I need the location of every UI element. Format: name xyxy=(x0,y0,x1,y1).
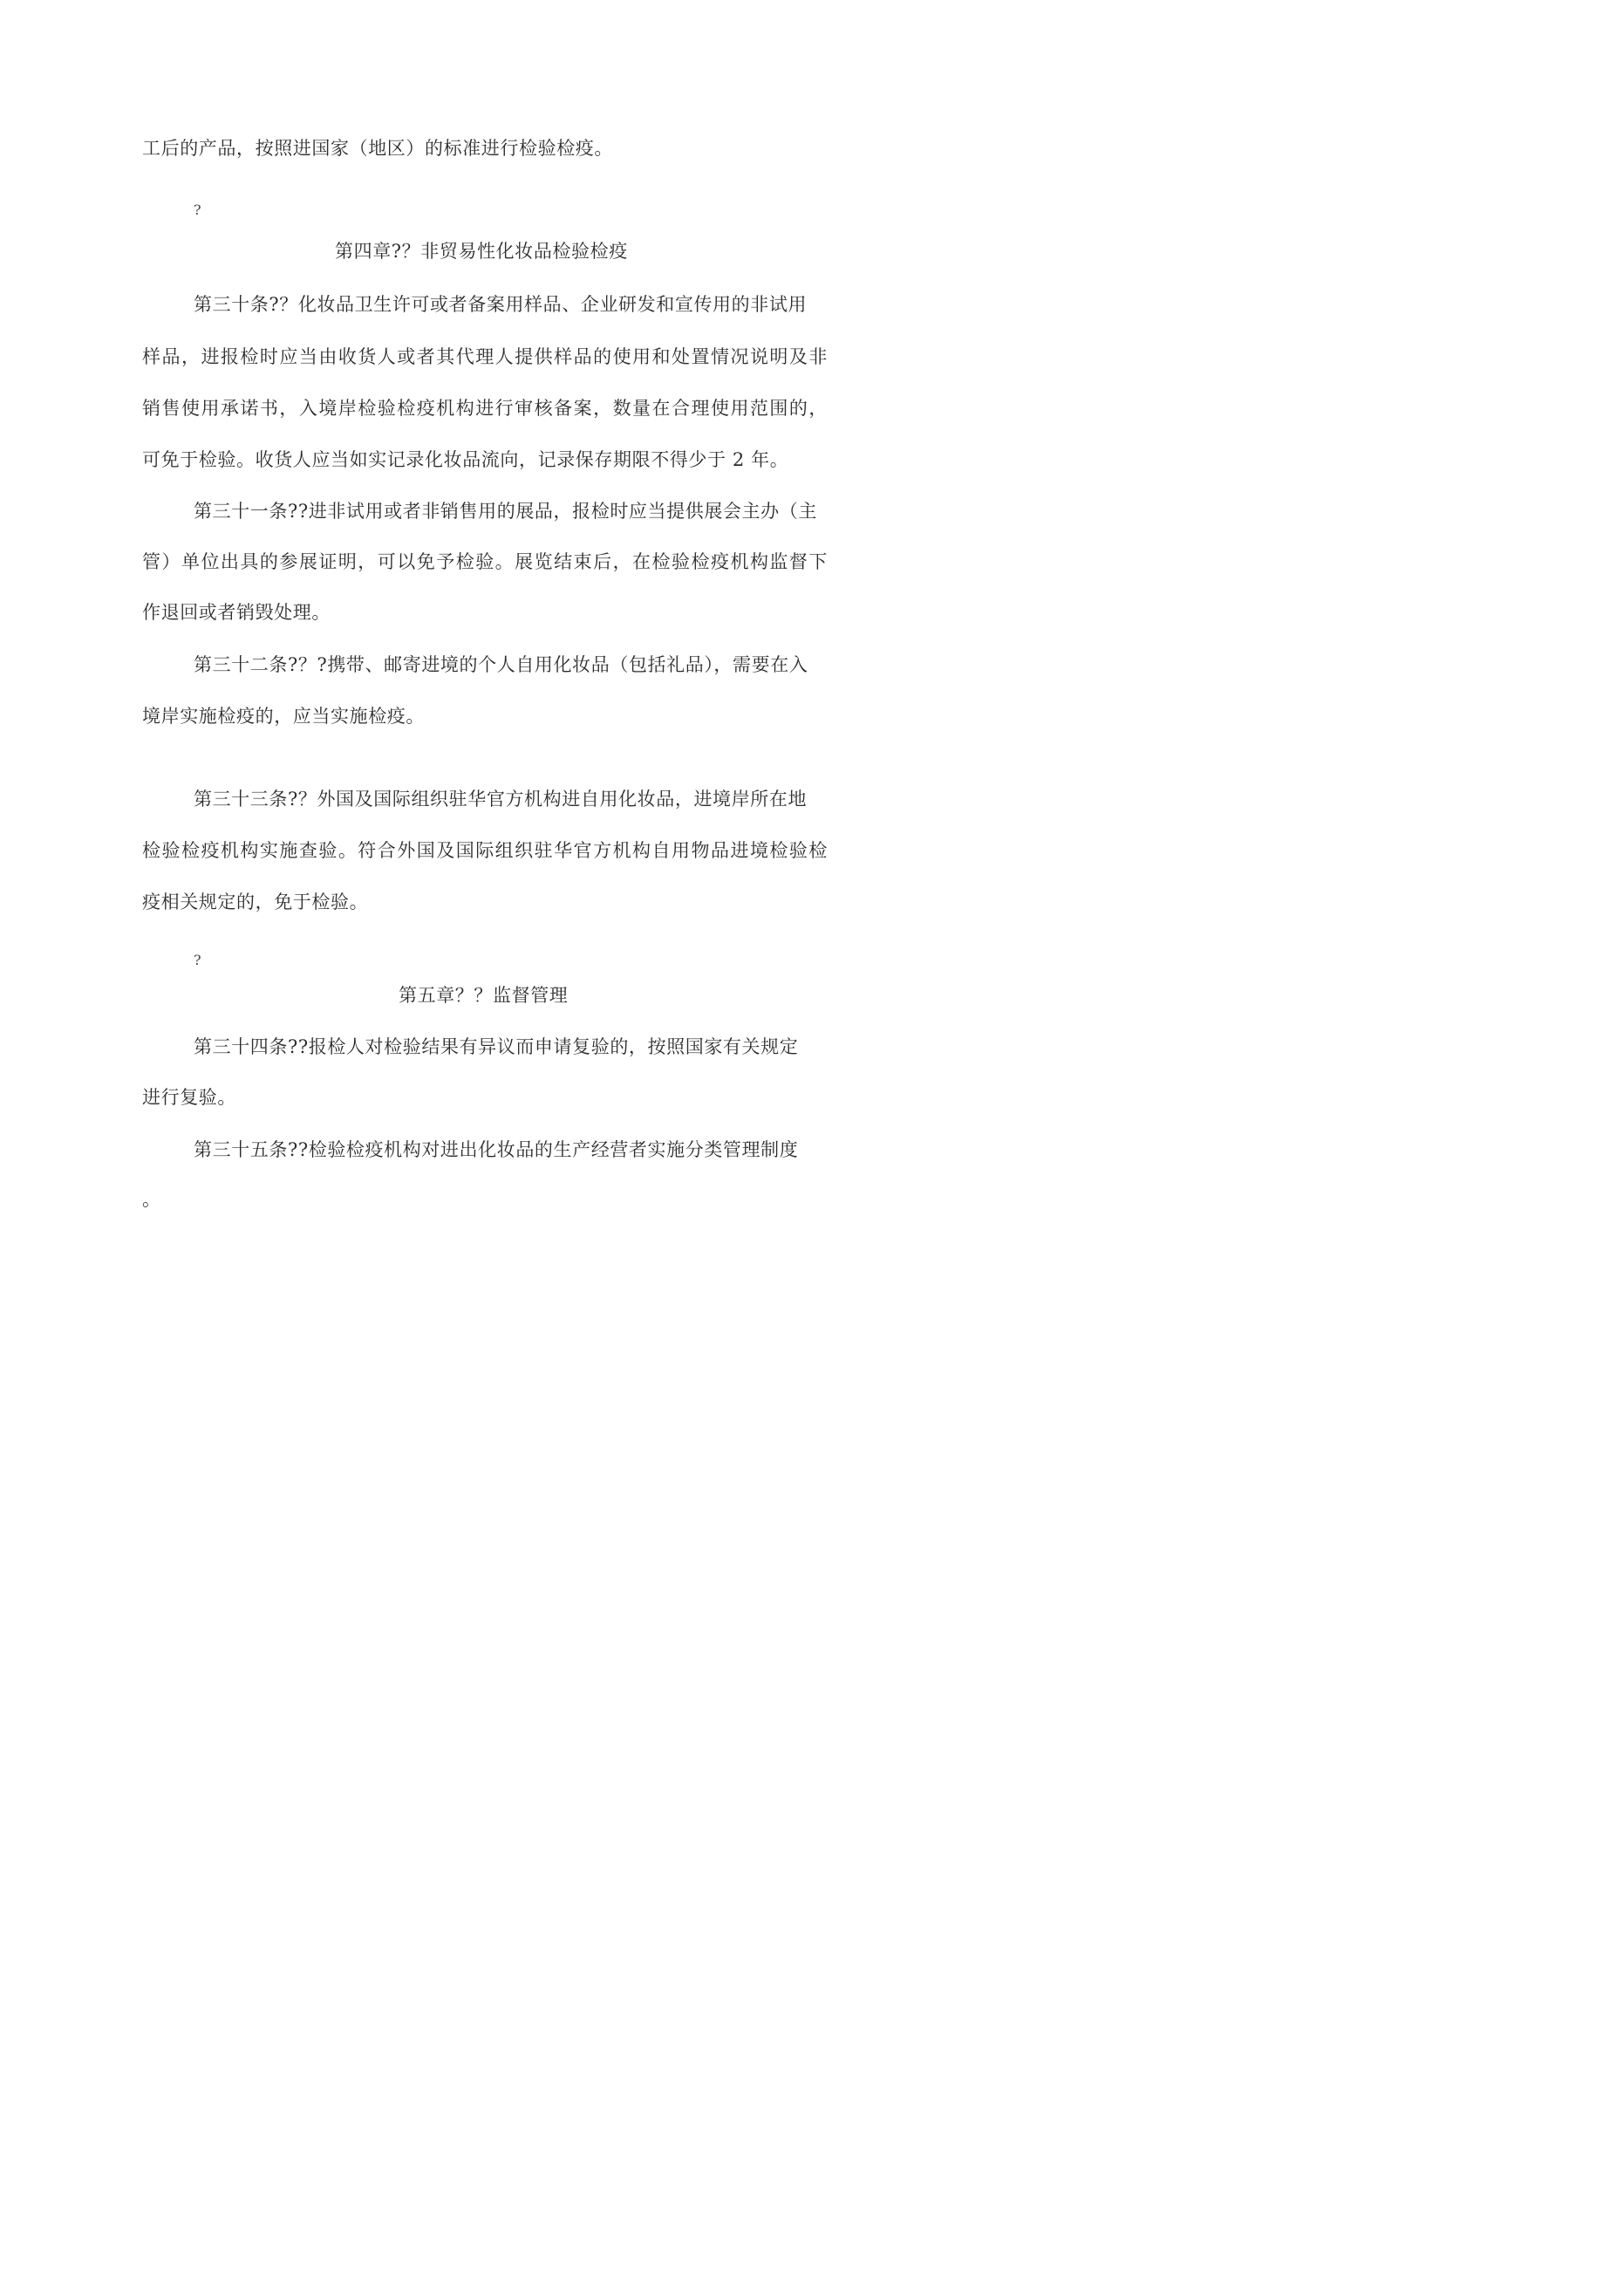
paragraph-line: 疫相关规定的，免于检验。 xyxy=(142,892,369,912)
chapter-heading: 第五章？？监督管理 xyxy=(399,985,569,1006)
placeholder-mark: ? xyxy=(194,202,202,218)
article-30-line: 第三十条?？化妆品卫生许可或者备案用样品、企业研发和宣传用的非试用 xyxy=(194,294,808,315)
article-33-line: 第三十三条?？外国及国际组织驻华官方机构进自用化妆品，进境岸所在地 xyxy=(194,789,808,810)
paragraph-line: 境岸实施检疫的，应当实施检疫。 xyxy=(142,706,425,727)
paragraph-line: 可免于检验。收货人应当如实记录化妆品流向，记录保存期限不得少于 2 年。 xyxy=(142,449,789,470)
paragraph-line: 作退回或者销毁处理。 xyxy=(142,602,331,623)
article-31-line: 第三十一条??进非试用或者非销售用的展品，报检时应当提供展会主办（主 xyxy=(194,501,817,522)
article-32-line: 第三十二条?？?携带、邮寄进境的个人自用化妆品（包括礼品），需要在入 xyxy=(194,654,808,675)
paragraph-line: 检验检疫机构实施查验。符合外国及国际组织驻华官方机构自用物品进境检验检 xyxy=(142,840,828,861)
placeholder-mark: ? xyxy=(194,952,202,968)
chapter-heading: 第四章?？非贸易性化妆品检验检疫 xyxy=(335,241,628,262)
paragraph-line: 销售使用承诺书，入境岸检验检疫机构进行审核备案，数量在合理使用范围的， xyxy=(142,398,828,419)
paragraph-line: 管）单位出具的参展证明，可以免予检验。展览结束后，在检验检疫机构监督下 xyxy=(142,551,828,572)
paragraph-line: 。 xyxy=(142,1189,161,1210)
paragraph-line: 样品，进报检时应当由收货人或者其代理人提供样品的使用和处置情况说明及非 xyxy=(142,346,828,367)
article-34-line: 第三十四条??报检人对检验结果有异议而申请复验的，按照国家有关规定 xyxy=(194,1036,799,1057)
article-35-line: 第三十五条??检验检疫机构对进出化妆品的生产经营者实施分类管理制度 xyxy=(194,1139,799,1160)
paragraph-line: 进行复验。 xyxy=(142,1087,236,1108)
paragraph-line: 工后的产品，按照进国家（地区）的标准进行检验检疫。 xyxy=(142,138,613,159)
document-page xyxy=(0,0,959,1357)
